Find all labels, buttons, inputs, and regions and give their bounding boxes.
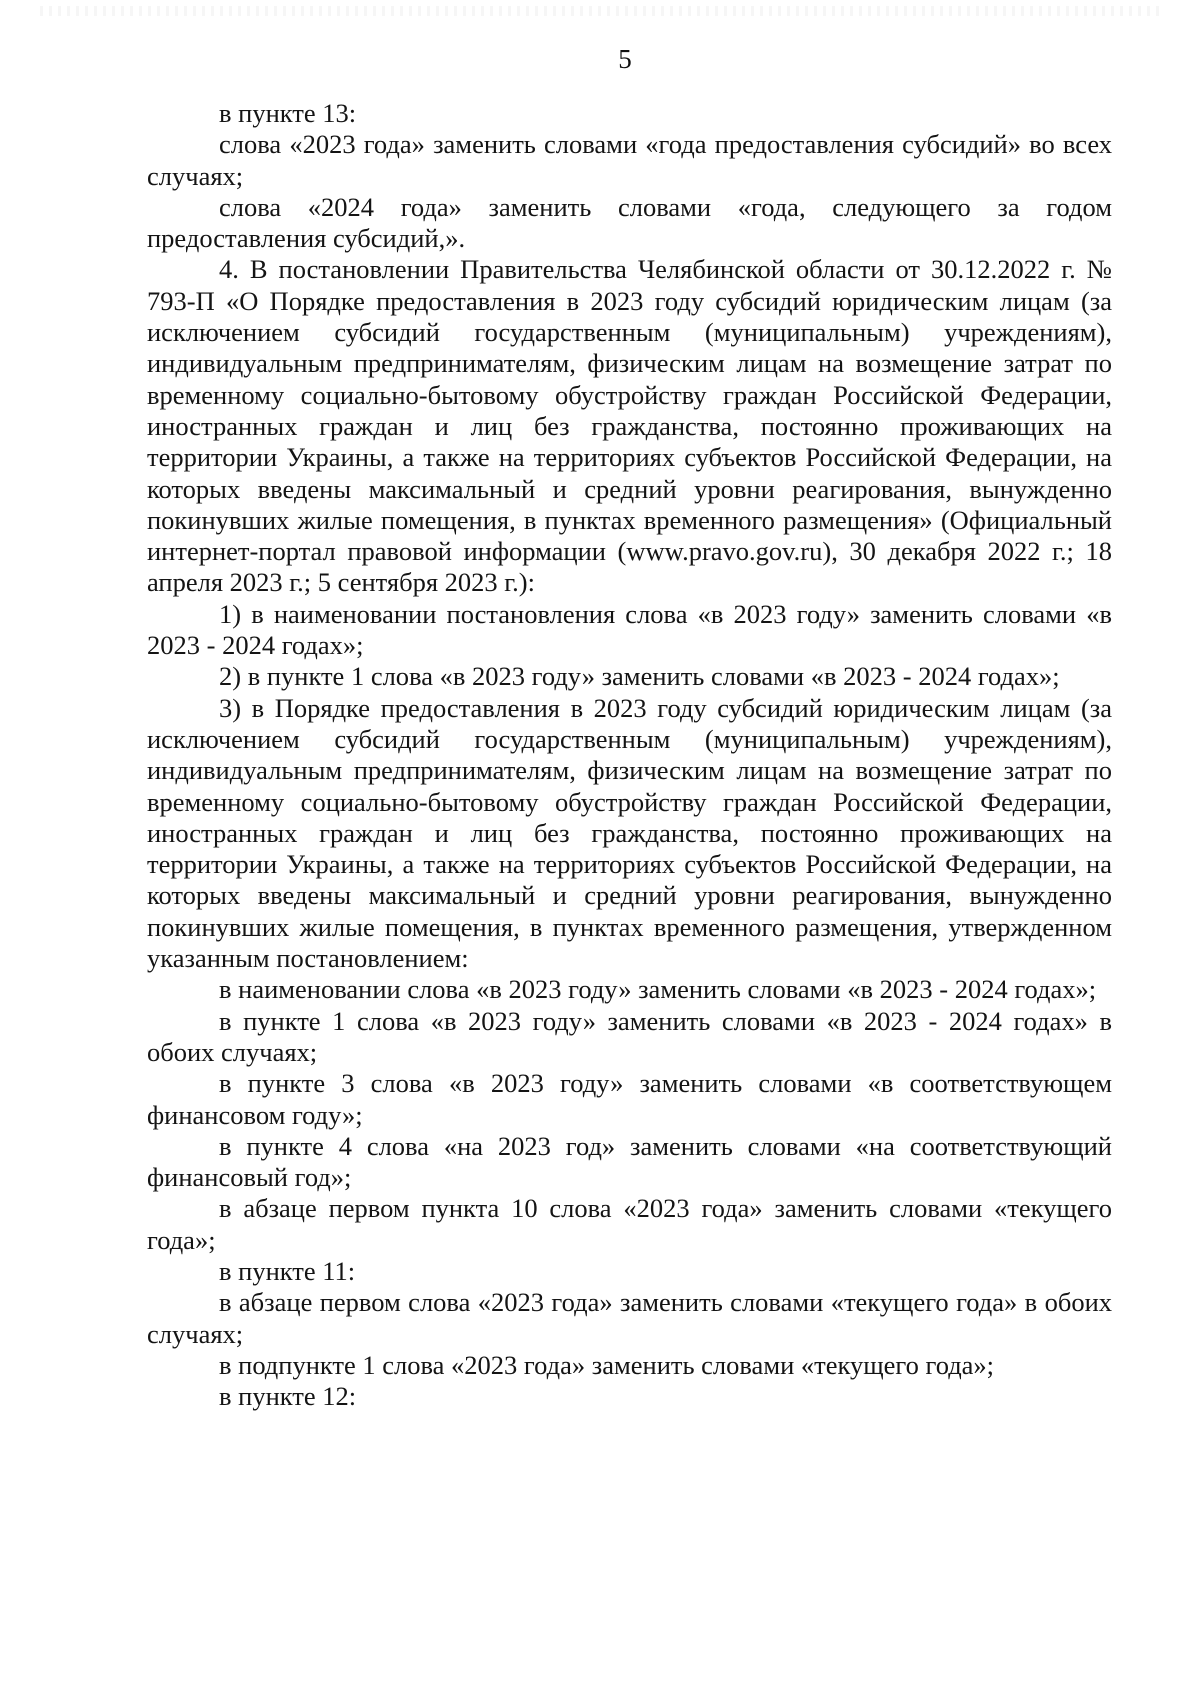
paragraph: 3) в Порядке предоставления в 2023 году субсидий юридическим лицам (за исключением субсидий государственным (муниципальным) учреждениям), индивидуальным предпринимателям, физическим лицам на возмещение затрат по временному социально-бытовому обустройству граждан Российской Федерации, иностранных граждан и лиц без гражданства, постоянно проживающих на территории Украины, а также на территориях субъектов Российской Федерации, на которых введены максимальный и средний уровни реагирования, вынужденно покинувших жилые помещения, в пунктах временного размещения, утвержденном указанным постановлением: [147, 692, 1112, 974]
paragraph: 2) в пункте 1 слова «в 2023 году» заменить словами «в 2023 - 2024 годах»; [219, 661, 1060, 692]
paragraph: в абзаце первом пункта 10 слова «2023 года» заменить словами «текущего года»; [147, 1193, 1112, 1255]
paragraph: в пункте 4 слова «на 2023 год» заменить словами «на соответствующий финансовый год»; [147, 1130, 1112, 1193]
document-body [147, 98, 1112, 1412]
paragraph: в пункте 13: [219, 98, 357, 128]
scan-artifact [40, 6, 1160, 16]
paragraph: в подпункте 1 слова «2023 года» заменить словами «текущего года»; [219, 1349, 995, 1380]
paragraph: в пункте 3 слова «в 2023 году» заменить словами «в соответствующем финансовом году»; [147, 1068, 1112, 1130]
page-number: 5 [618, 44, 632, 74]
paragraph: в пункте 1 слова «в 2023 году» заменить словами «в 2023 - 2024 годах» в обоих случаях; [147, 1005, 1112, 1067]
paragraph: слова «2023 года» заменить словами «года предоставления субсидий» во всех случаях; [147, 129, 1112, 191]
paragraph: 4. В постановлении Правительства Челябинской области от 30.12.2022 г. № 793-П «О Порядке предоставления в 2023 году субсидий юридическим лицам (за исключением субсидий государственным (муниципальным) учреждениям), индивидуальным предпринимателям, физическим лицам на возмещение затрат по временному социально-бытовому обустройству граждан Российской Федерации, иностранных граждан и лиц без гражданства, постоянно проживающих на территории Украины, а также на территориях субъектов Российской Федерации, на которых введены максимальный и средний уровни реагирования, вынужденно покинувших жилые помещения, в пунктах временного размещения» (Официальный интернет-портал правовой информации (www.pravo.gov.ru), 30 декабря 2022 г.; 18 апреля 2023 г.; 5 сентября 2023 г.): [147, 254, 1112, 598]
paragraph: в абзаце первом слова «2023 года» заменить словами «текущего года» в обоих случаях; [147, 1287, 1112, 1349]
paragraph: 1) в наименовании постановления слова «в 2023 году» заменить словами «в 2023 - 2024 годах»; [147, 598, 1112, 661]
paragraph: в наименовании слова «в 2023 году» заменить словами «в 2023 - 2024 годах»; [219, 974, 1097, 1005]
paragraph: в пункте 11: [219, 1255, 356, 1286]
paragraph: слова «2024 года» заменить словами «года, следующего за годом предоставления субсидий,». [147, 191, 1112, 254]
paragraph: в пункте 12: [219, 1381, 357, 1412]
